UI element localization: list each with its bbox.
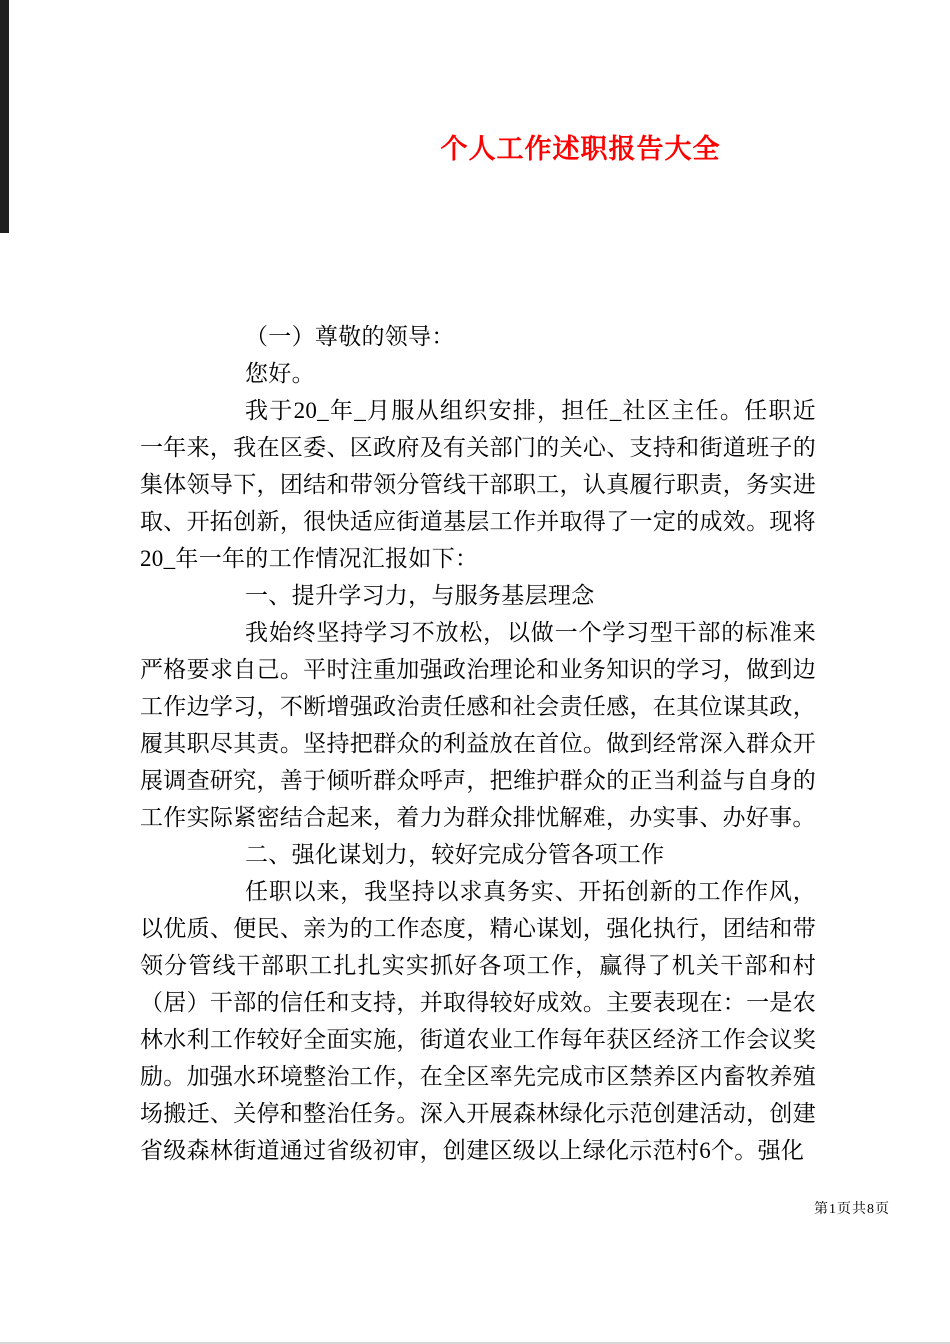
paragraph: 我始终坚持学习不放松，以做一个学习型干部的标准来严格要求自己。平时注重加强政治理论和业务知识的学习，做到边工作边学习，不断增强政治责任感和社会责任感，在其位谋其政，履其职尽其责。坚持把群众的利益放在首位。做到经常深入群众开展调查研究，善于倾听群众呼声，把维护群众的正当利益与自身的工作实际紧密结合起来，着力为群众排忧解难，办实事、办好事。 bbox=[140, 620, 816, 830]
paragraph: 二、强化谋划力，较好完成分管各项工作 bbox=[245, 842, 665, 867]
paragraph: 一、提升学习力，与服务基层理念 bbox=[245, 583, 595, 608]
document-body bbox=[140, 318, 816, 1169]
paragraph: 我于20_年_月服从组织安排，担任_社区主任。任职近一年来，我在区委、区政府及有关部门的关心、支持和街道班子的集体领导下，团结和带领分管线干部职工，认真履行职责，务实进取、开拓创新，很快适应街道基层工作并取得了一定的成效。现将20_年一年的工作情况汇报如下： bbox=[140, 398, 816, 571]
scan-edge-artifact bbox=[0, 0, 9, 233]
paragraph: 任职以来，我坚持以求真务实、开拓创新的工作作风，以优质、便民、亲为的工作态度，精心谋划，强化执行，团结和带领分管线干部职工扎扎实实抓好各项工作，赢得了机关干部和村（居）干部的信任和支持，并取得较好成效。主要表现在：一是农林水利工作较好全面实施，街道农业工作每年获区经济工作会议奖励。加强水环境整治工作，在全区率先完成市区禁养区内畜牧养殖场搬迁、关停和整治任务。深入开展森林绿化示范创建活动，创建省级森林街道通过省级初审，创建区级以上绿化示范村6个。强化 bbox=[140, 879, 816, 1163]
page-title: 个人工作述职报告大全 bbox=[440, 134, 721, 164]
paragraph: （一）尊敬的领导： bbox=[245, 324, 455, 349]
page-footer bbox=[814, 1198, 890, 1218]
paragraph: 您好。 bbox=[245, 361, 315, 386]
page-number-indicator: 第1页共8页 bbox=[814, 1202, 890, 1217]
